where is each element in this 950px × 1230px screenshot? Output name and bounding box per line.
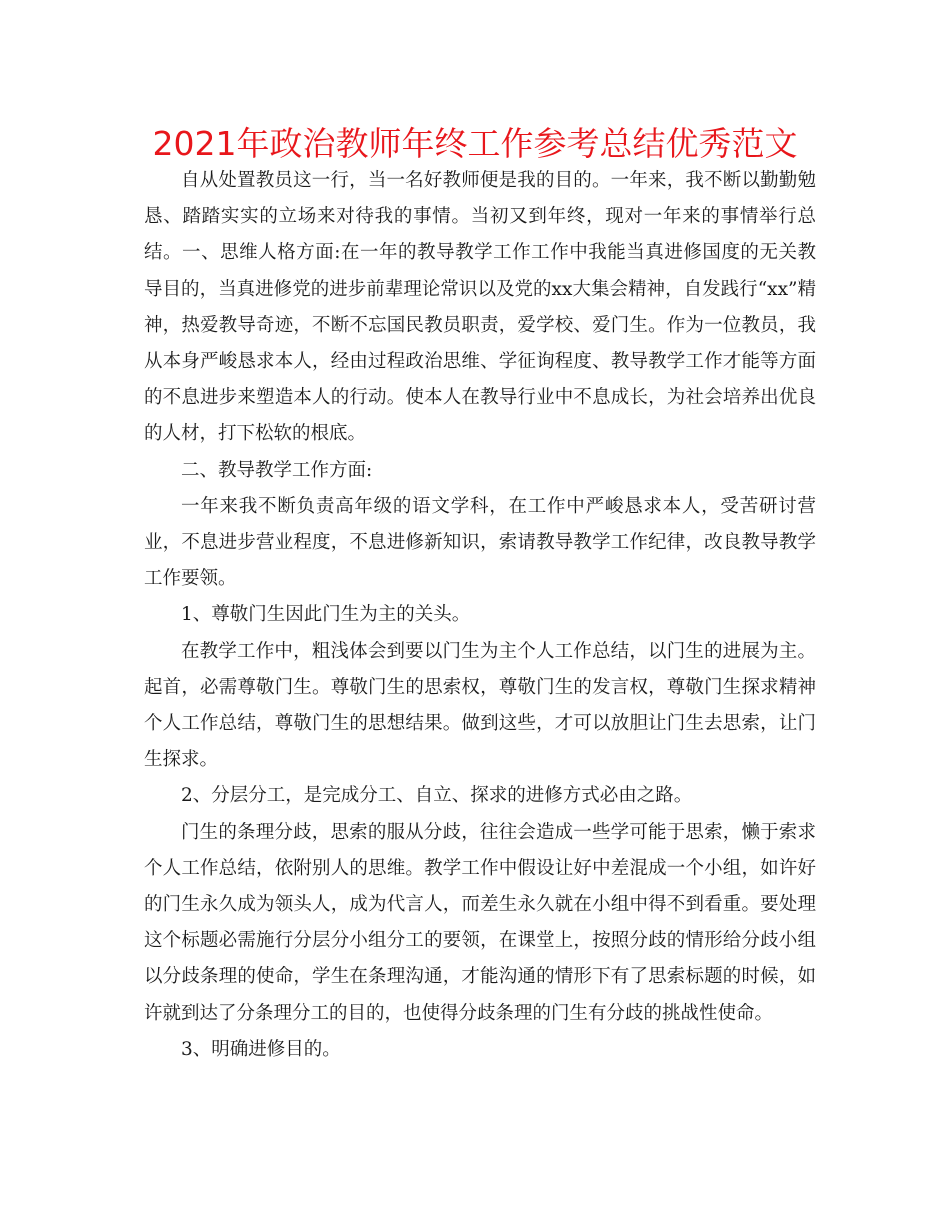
paragraph-intro: 自从处置教员这一行，当一名好教师便是我的目的。一年来，我不断以勤勤勉恳、踏踏实实的立场来对待我的事情。当初又到年终，现对一年来的事情举行总结。一、思维人格方面:在一年的教导教学工作工作中我能当真进修国度的无关教导目的，当真进修党的进步前辈理论常识以及党的xx大集会精神，自发践行“xx”精神，热爱教导奇迹，不断不忘国民教员职责，爱学校、爱门生。作为一位教员，我从本身严峻恳求本人，经由过程政治思维、学征询程度、教导教学工作才能等方面的不息进步来塑造本人的行动。使本人在教导行业中不息成长，为社会培养出优良的人材，打下松软的根底。	[144, 170, 816, 445]
paragraph-item-1-body: 在教学工作中，粗浅体会到要以门生为主个人工作总结，以门生的进展为主。起首，必需尊敬门生。尊敬门生的思索权，尊敬门生的发言权，尊敬门生探求精神个人工作总结，尊敬门生的思想结果。做到这些，才可以放胆让门生去思索，让门生探求。	[144, 640, 816, 771]
paragraph-section-2-body: 一年来我不断负责高年级的语文学科，在工作中严峻恳求本人，受苦研讨营业，不息进步营业程度，不息进修新知识，索请教导教学工作纪律，改良教导教学工作要领。	[144, 495, 816, 590]
document-title: 2021年政治教师年终工作参考总结优秀范文	[152, 124, 798, 163]
paragraph-item-2-body: 门生的条理分歧，思索的服从分歧，往往会造成一些学可能于思索，懒于索求个人工作总结，依附别人的思维。教学工作中假设让好中差混成一个小组，如许好的门生永久成为领头人，成为代言人，而差生永久就在小组中得不到看重。要处理这个标题必需施行分层分小组分工的要领，在课堂上，按照分歧的情形给分歧小组以分歧条理的使命，学生在条理沟通，才能沟通的情形下有了思索标题的时候，如许就到达了分条理分工的目的，也使得分歧条理的门生有分歧的挑战性使命。	[144, 821, 816, 1024]
document-body	[144, 163, 816, 1068]
paragraph-item-2-heading: 2、分层分工，是完成分工、自立、探求的进修方式必由之路。	[181, 785, 693, 807]
paragraph-section-2-heading: 二、教导教学工作方面:	[181, 459, 373, 481]
paragraph-item-1-heading: 1、尊敬门生因此门生为主的关头。	[181, 604, 471, 626]
paragraph-item-3-heading: 3、明确进修目的。	[181, 1038, 341, 1060]
